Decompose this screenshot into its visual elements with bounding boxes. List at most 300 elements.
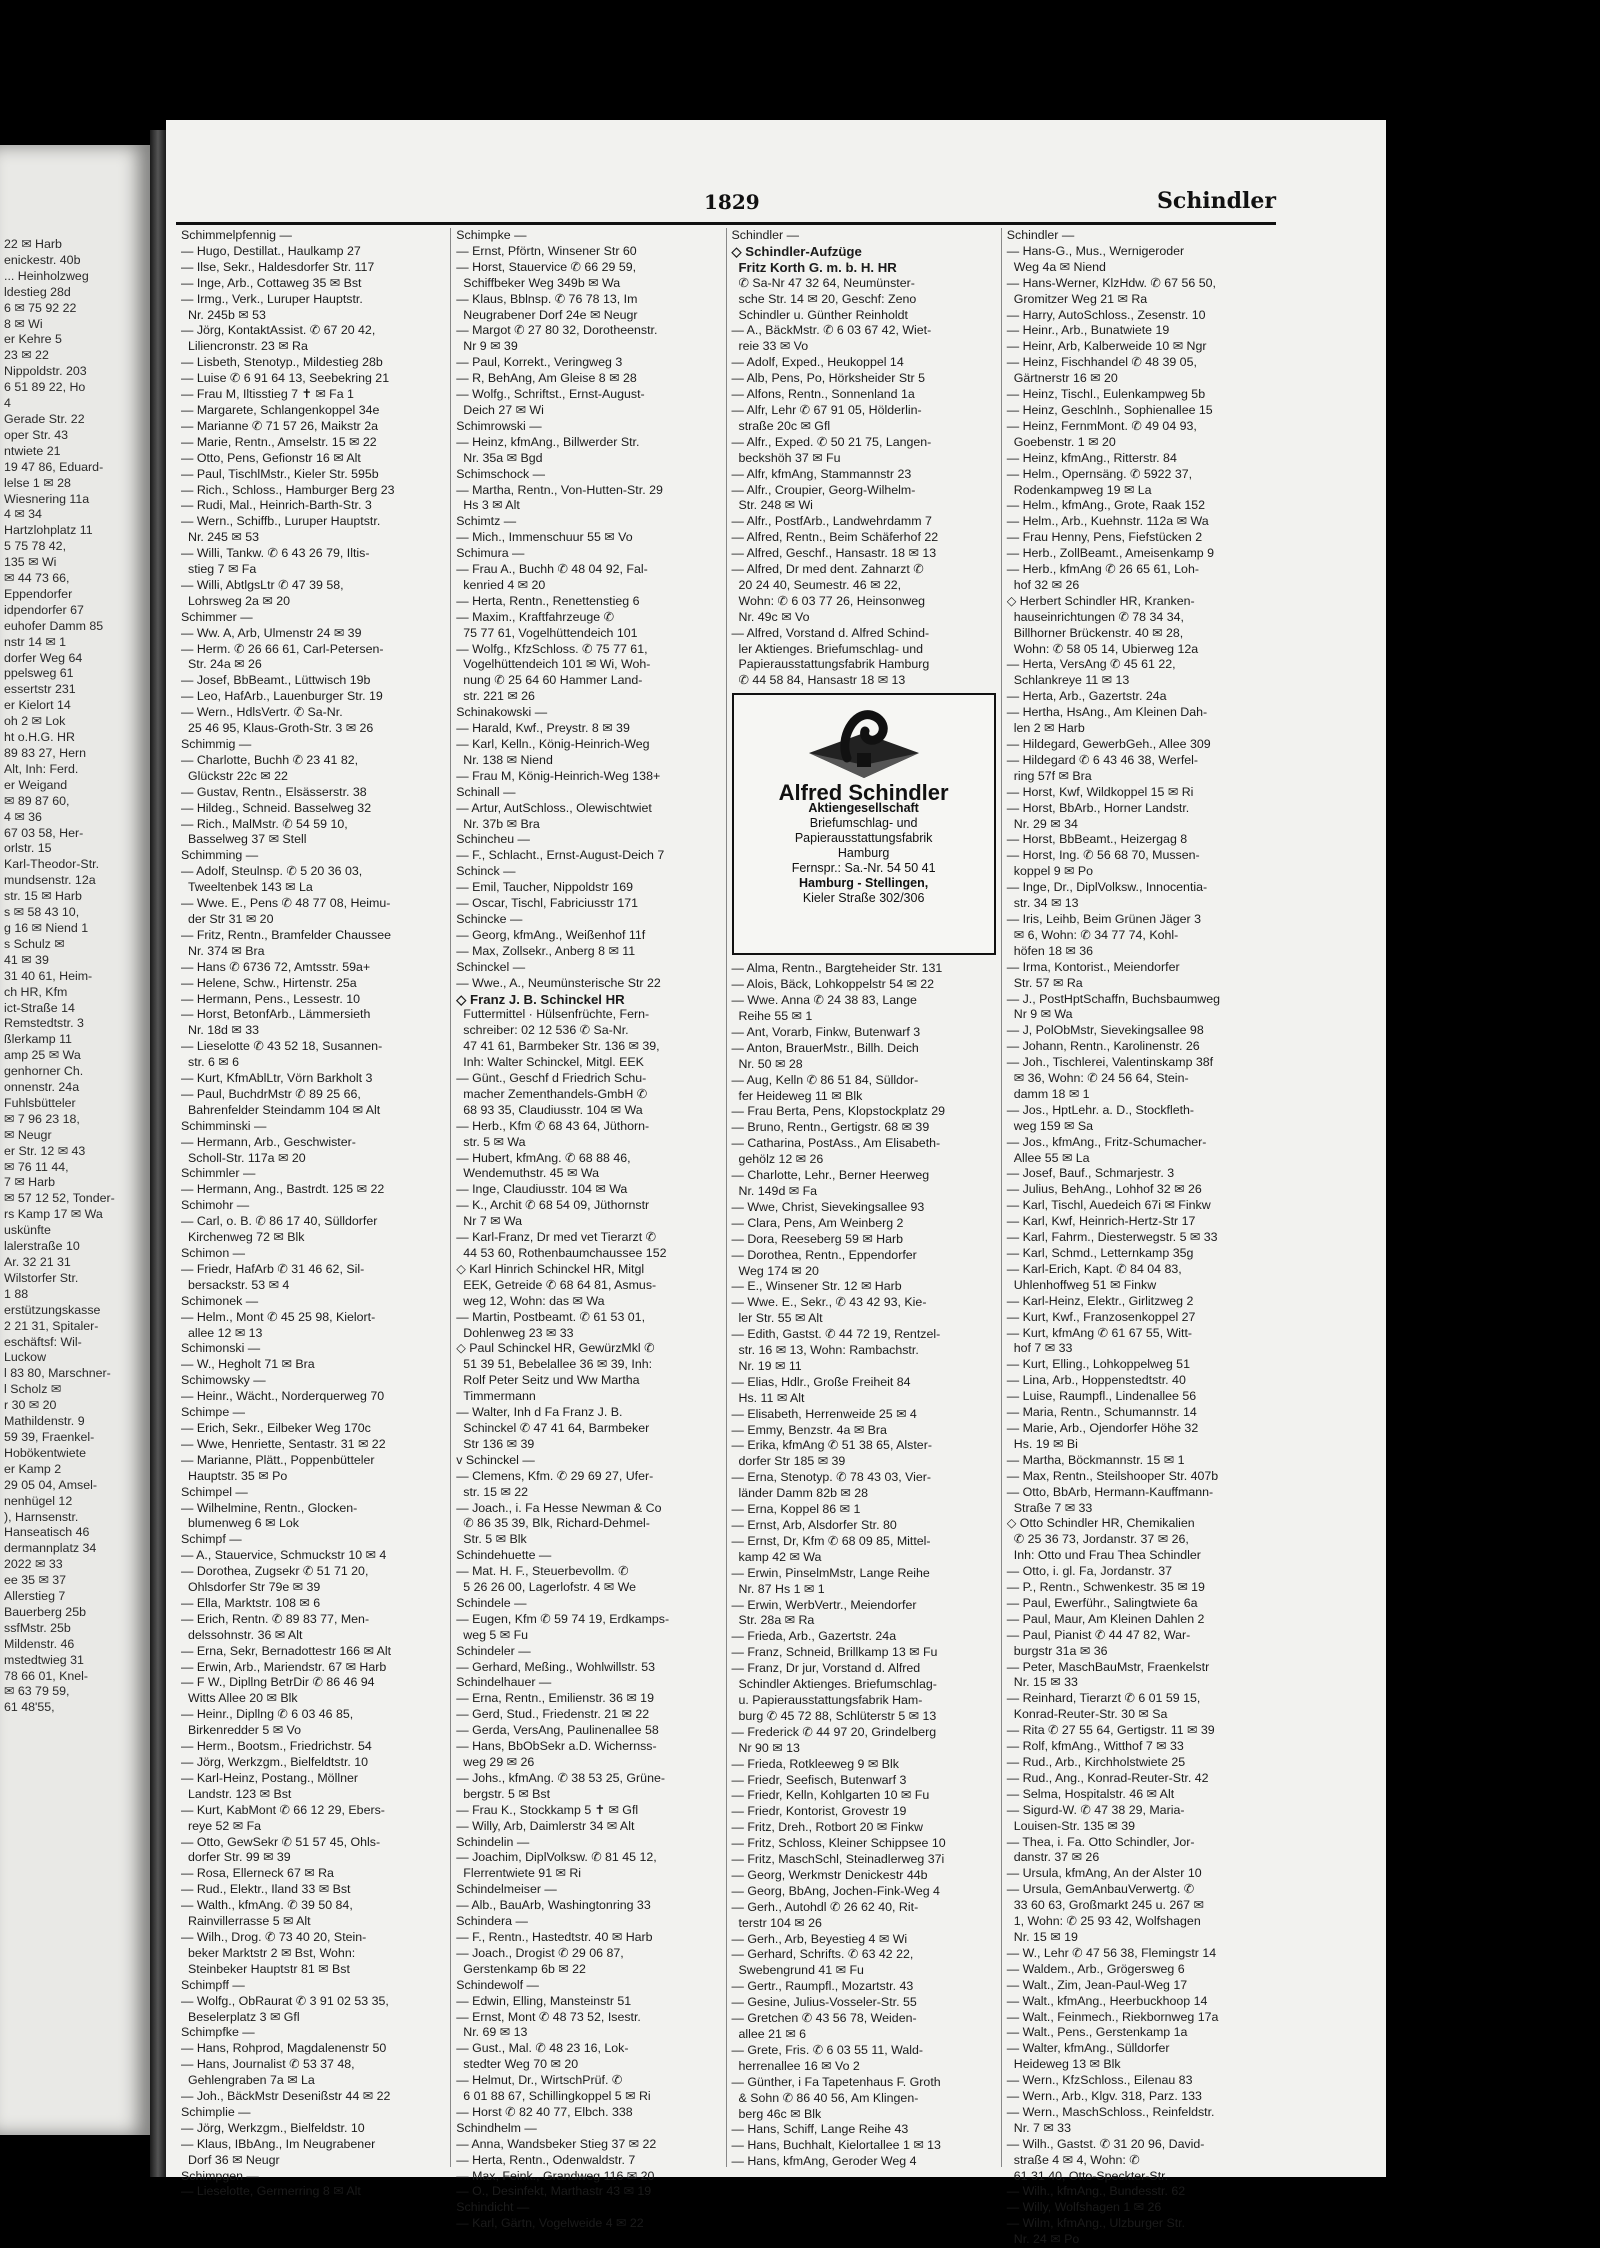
directory-entry-line: — Ursula, GemAnbauVerwertg. ✆: [1006, 1882, 1195, 1897]
directory-entry-line: — Adolf, Steulnsp. ✆ 5 20 36 03,: [181, 864, 363, 879]
directory-entry-line: Str. 24a ✉ 26: [188, 657, 262, 672]
directory-entry-line: koppel 9 ✉ Po: [1013, 864, 1094, 879]
directory-entry-line: — Kurt, Elling., Lohkoppelweg 51: [1006, 1357, 1190, 1372]
envelope-logo-icon: [799, 703, 929, 783]
directory-entry-line: — Alfred, Geschf., Hansastr. 18 ✉ 13: [731, 546, 937, 561]
left-fragment-line: 6 ✉ 75 92 22: [4, 300, 77, 315]
directory-entry-line: — Ernst, Pförtn, Winsener Str 60: [456, 243, 637, 258]
directory-entry-line: — Martin, Postbeamt. ✆ 61 53 01,: [456, 1309, 646, 1324]
directory-entry-line: — Wern., Arb., Klgv. 318, Parz. 133: [1006, 2089, 1202, 2104]
directory-entry-line: 44 53 60, Rothenbaumchaussee 152: [463, 1246, 667, 1260]
directory-entry-line: — Wwe., A., Neumünsterische Str 22: [456, 975, 661, 990]
directory-entry-line: hauseinrichtungen ✆ 78 34 34,: [1013, 609, 1184, 624]
directory-page: [166, 120, 1386, 2247]
directory-entry-line: — Max, Zollsekr., Anberg 8 ✉ 11: [456, 943, 636, 958]
directory-entry-line: herrenallee 16 ✉ Vo 2: [738, 2058, 860, 2073]
directory-entry-line: 47 41 61, Barmbeker Str. 136 ✉ 39,: [463, 1039, 660, 1054]
directory-entry-line: Schindicht —: [456, 2200, 530, 2215]
directory-entry-line: — R, BehAng, Am Gleise 8 ✉ 28: [456, 371, 637, 386]
directory-entry-line: — Gerh., Arb, Beyestieg 4 ✉ Wi: [731, 1931, 908, 1946]
directory-entry-line: 5 26 26 00, Lagerlofstr. 4 ✉ We: [463, 1580, 636, 1595]
directory-entry-line: Louisen-Str. 135 ✉ 39: [1013, 1818, 1136, 1833]
directory-entry-line: — Dorothea, Zugsekr ✆ 51 71 20,: [181, 1564, 369, 1579]
directory-entry-line: 51 39 51, Bebelallee 36 ✉ 39, Inh:: [463, 1357, 653, 1372]
directory-entry-line: — Gerhard, Meßing., Wohlwillstr. 53: [456, 1659, 656, 1674]
directory-entry-line: — J, PolObMstr, Sievekingsallee 98: [1006, 1023, 1204, 1038]
directory-entry-line: damm 18 ✉ 1: [1013, 1086, 1090, 1101]
directory-entry-line: ◇ Karl Hinrich Schinckel HR, Mitgl: [456, 1261, 645, 1276]
column-3: [727, 228, 1002, 2167]
directory-entry-line: — Hildegard ✆ 6 43 46 38, Werfel-: [1006, 752, 1199, 767]
directory-entry-line: höfen 18 ✉ 36: [1013, 943, 1094, 958]
directory-entry-line: Schincheu —: [456, 832, 530, 847]
directory-entry-line: länder Damm 82b ✉ 28: [738, 1486, 869, 1501]
left-fragment-line: lelse 1 ✉ 28: [4, 475, 71, 490]
directory-entry-line: Schimschock —: [456, 466, 546, 481]
directory-entry-line: Str. 5 ✉ Blk: [463, 1532, 527, 1547]
directory-entry-line: Landstr. 123 ✉ Bst: [188, 1786, 292, 1801]
directory-entry-line: — Frau Henny, Pens, Fiefstücken 2: [1006, 530, 1203, 545]
directory-entry-line: straße 4 ✉ 4, Wohn: ✆: [1013, 2152, 1140, 2167]
directory-entry-line: Birkenredder 5 ✉ Vo: [188, 1723, 302, 1738]
left-fragment-line: uskünfte: [4, 1223, 51, 1238]
directory-entry-line: — Hans, BbObSekr a.D. Wichernss-: [456, 1739, 657, 1754]
directory-entry-line: — Wwe. Anna ✆ 24 38 83, Lange: [731, 993, 917, 1008]
directory-entry-line: — Horst, BbArb., Horner Landstr.: [1006, 800, 1190, 815]
directory-entry-line: — Friedr, Kelln, Kohlgarten 10 ✉ Fu: [731, 1788, 930, 1803]
directory-entry-line: Str. 28a ✉ Ra: [738, 1613, 815, 1628]
left-fragment-line: Remstedtstr. 3: [4, 1016, 84, 1031]
directory-entry-line: Schimpfke —: [181, 2025, 255, 2040]
directory-entry-line: Schimpel —: [181, 1484, 248, 1499]
directory-entry-line: — Artur, AutSchloss., Olewischtwiet: [456, 800, 652, 815]
directory-entry-line: — Horst, BetonfArb., Lämmersieth: [181, 1007, 371, 1022]
directory-entry-line: — Wwe. E., Pens ✆ 48 77 08, Heimu-: [181, 896, 391, 911]
columns: [176, 228, 1276, 2247]
directory-entry-line: — Heinr., Dipllng ✆ 6 03 46 85,: [181, 1707, 354, 1722]
directory-entry-line: — Erna, Stenotyp. ✆ 78 43 03, Vier-: [731, 1470, 932, 1485]
directory-entry-line: Nr 90 ✉ 13: [738, 1740, 800, 1755]
directory-entry-line: 33 60 63, Großmarkt 245 u. 267 ✉: [1013, 1898, 1204, 1913]
left-fragment-line: 22 ✉ Harb: [4, 237, 62, 251]
directory-entry-line: Wohn: ✆ 58 05 14, Ubierweg 12a: [1013, 641, 1199, 656]
directory-entry-line: Nr. 149d ✉ Fa: [738, 1183, 818, 1198]
left-fragment-line: mstedtwieg 31: [4, 1652, 84, 1667]
directory-entry-line: — Karl, Kelln., König-Heinrich-Weg: [456, 737, 650, 751]
directory-entry-line: Schimohr —: [181, 1198, 250, 1213]
directory-entry-line: Straße 7 ✉ 33: [1013, 1500, 1093, 1515]
left-fragment-line: essertstr 231: [4, 682, 76, 697]
directory-entry-line: — Johs., kfmAng. ✆ 38 53 25, Grüne-: [456, 1770, 665, 1785]
left-fragment-line: Nippoldstr. 203: [4, 364, 87, 379]
directory-entry-line: Schimpke —: [456, 228, 527, 242]
directory-entry-line: — Marie, Arb., Ojendorfer Höhe 32: [1006, 1420, 1199, 1435]
directory-entry-line: & Sohn ✆ 86 40 56, Am Klingen-: [738, 2090, 919, 2105]
directory-entry-line: — Walt., Pens., Gerstenkamp 1a: [1006, 2025, 1188, 2040]
left-fragment-line: ... Heinholzweg: [4, 268, 89, 283]
directory-entry-line: — Günther, i Fa Tapetenhaus F. Groth: [731, 2074, 941, 2089]
left-fragment-line: 23 ✉ 22: [4, 348, 49, 363]
directory-entry-line: Schindelin —: [456, 1834, 530, 1849]
left-fragment-line: ✉ 44 73 66,: [4, 571, 70, 586]
directory-entry-line: — Walt., Zim, Jean-Paul-Weg 17: [1006, 1977, 1188, 1992]
directory-entry-line: hof 32 ✉ 26: [1013, 577, 1080, 592]
left-fragment-line: Bauerberg 25b: [4, 1604, 86, 1619]
directory-entry-line: — Clara, Pens, Am Weinberg 2: [731, 1215, 904, 1230]
directory-entry-line: Wohn: ✆ 6 03 77 26, Heinsonweg: [738, 593, 925, 608]
directory-entry-line: Uhlenhoffweg 51 ✉ Finkw: [1013, 1277, 1157, 1292]
directory-entry-line: Weg 4a ✉ Niend: [1013, 259, 1106, 274]
left-fragment-line: ✉ 57 12 52, Tonder-: [4, 1191, 115, 1206]
directory-entry-line: — Kurt, kfmAng ✆ 61 67 55, Witt-: [1006, 1325, 1193, 1340]
directory-entry-line: — Herta, VersAng ✆ 45 61 22,: [1006, 657, 1176, 672]
directory-entry-line: — Erich, Rentn. ✆ 89 83 77, Men-: [181, 1611, 370, 1626]
directory-entry-line: — Fritz, Dreh., Rotbort 20 ✉ Finkw: [731, 1820, 923, 1835]
directory-entry-line: Schinckel ✆ 47 41 64, Barmbeker: [463, 1420, 650, 1435]
directory-entry-line: hof 7 ✉ 33: [1013, 1341, 1073, 1356]
directory-entry-line: ◇ Paul Schinckel HR, GewürzMkl ✆: [456, 1341, 655, 1356]
directory-entry-line: dorfer Str 185 ✉ 39: [738, 1454, 846, 1469]
directory-entry-line: 68 93 35, Claudiusstr. 104 ✉ Wa: [463, 1102, 643, 1117]
directory-entry-line: — Fritz, MaschSchl, Steinadlerweg 37i: [731, 1852, 945, 1867]
directory-entry-line: Dohlenweg 23 ✉ 33: [463, 1325, 574, 1340]
directory-entry-line: Nr. 19 ✉ 11: [738, 1358, 802, 1373]
directory-entry-line: Steinbeker Hauptstr 81 ✉ Bst: [188, 1961, 350, 1976]
directory-entry-line: fer Heideweg 11 ✉ Blk: [738, 1088, 863, 1103]
directory-entry-line: — Wern., KfzSchloss., Eilenau 83: [1006, 2073, 1193, 2088]
directory-entry-line: — Alb., BauArb, Washingtonring 33: [456, 1898, 651, 1913]
directory-entry-line: Ohlsdorfer Str 79e ✉ 39: [188, 1580, 321, 1595]
directory-entry-line: — Herm., Bootsm., Friedrichstr. 54: [181, 1739, 372, 1754]
directory-entry-line: — Frieda, Rotkleeweg 9 ✉ Blk: [731, 1756, 899, 1771]
left-fragment-line: Alt, Inh: Ferd.: [4, 761, 79, 776]
directory-entry-line: Timmermann: [463, 1389, 536, 1404]
directory-entry-line: Vogelhüttendeich 101 ✉ Wi, Woh-: [463, 657, 651, 672]
directory-entry-line: — Helene, Schw., Hirtenstr. 25a: [181, 975, 357, 990]
directory-entry-line: — Hans, Buchhalt, Kielortallee 1 ✉ 13: [731, 2138, 941, 2153]
directory-entry-line: — Frau Berta, Pens, Klopstockplatz 29: [731, 1104, 945, 1119]
directory-entry-line: — Karl, Tischl, Auedeich 67i ✉ Finkw: [1006, 1198, 1211, 1213]
left-fragment-line: 67 03 58, Her-: [4, 825, 84, 840]
left-fragment-line: Gerade Str. 22: [4, 411, 85, 426]
directory-entry-line: Schimpff —: [181, 1977, 245, 1992]
left-fragment-line: amp 25 ✉ Wa: [4, 1048, 81, 1063]
directory-entry-line: — Alfred, Vorstand d. Alfred Schind-: [731, 625, 930, 640]
directory-entry-line: — Selma, Hospitalstr. 46 ✉ Alt: [1006, 1786, 1175, 1801]
left-fragment-line: ht o.H.G. HR: [4, 730, 75, 745]
directory-entry-line: Flerrentwiete 91 ✉ Ri: [463, 1866, 582, 1881]
left-fragment-line: 6 51 89 22, Ho: [4, 380, 86, 395]
left-fragment-line: 8 ✉ Wi: [4, 316, 43, 331]
directory-entry-line: reie 33 ✉ Vo: [738, 339, 809, 354]
directory-entry-line: — Johann, Rentn., Karolinenstr. 26: [1006, 1039, 1200, 1054]
directory-entry-line: Deich 27 ✉ Wi: [463, 402, 544, 417]
directory-entry-line: Billhorner Brückenstr. 40 ✉ 28,: [1013, 625, 1184, 640]
directory-entry-line: — Hans-Werner, KlzHdw. ✆ 67 56 50,: [1006, 275, 1216, 290]
directory-entry-line: — Karl-Heinz, Elektr., Girlitzweg 2: [1006, 1293, 1194, 1308]
directory-entry-line: — Irmg., Verk., Luruper Hauptstr.: [181, 291, 363, 306]
directory-entry-line: — Helm., Mont ✆ 45 25 98, Kielort-: [181, 1309, 376, 1324]
left-fragment-line: Eppendorfer: [4, 586, 73, 601]
directory-entry-line: bergstr. 5 ✉ Bst: [463, 1786, 551, 1801]
directory-entry-line: — Peter, MaschBauMstr, Fraenkelstr: [1006, 1659, 1210, 1674]
directory-entry-line: — Maxim., Kraftfahrzeuge ✆: [456, 609, 614, 624]
left-fragment-line: ssfMstr. 25b: [4, 1620, 71, 1635]
directory-entry-line: — F., Rentn., Hastedtstr. 40 ✉ Harb: [456, 1929, 653, 1944]
directory-entry-line: — F W., Dipllng BetrDir ✆ 86 46 94: [181, 1675, 375, 1690]
directory-entry-line: — Rolf, kfmAng., Witthof 7 ✉ 33: [1006, 1739, 1184, 1754]
directory-entry-line: kamp 42 ✉ Wa: [738, 1549, 822, 1564]
directory-entry-line: — Wilm, kfmAng., Ulzburger Str.: [1006, 2216, 1186, 2231]
directory-entry-line: str. 5 ✉ Wa: [463, 1134, 526, 1149]
directory-entry-line: Schimonski —: [181, 1341, 261, 1356]
directory-entry-line: kenried 4 ✉ 20: [463, 577, 546, 592]
directory-entry-line: — Marie, Rentn., Amselstr. 15 ✉ 22: [181, 434, 377, 449]
directory-entry-line: stedter Weg 70 ✉ 20: [463, 2057, 579, 2072]
directory-entry-line: Schimminski —: [181, 1118, 267, 1133]
directory-entry-line: — Hugo, Destillat., Haulkamp 27: [181, 243, 361, 258]
directory-entry-line: — Heinz, Tischl., Eulenkampweg 5b: [1006, 387, 1206, 402]
directory-entry-line: — Hermann, Ang., Bastrdt. 125 ✉ 22: [181, 1182, 385, 1197]
left-fragment-line: eschäftsf: Wil-: [4, 1334, 82, 1349]
directory-entry-line: Schindler —: [1006, 228, 1075, 242]
directory-entry-line: — Lieselotte ✆ 43 52 18, Susannen-: [181, 1039, 383, 1054]
left-fragment-line: dorfer Weg 64: [4, 650, 83, 665]
directory-entry-line: — Horst, Ing. ✆ 56 68 70, Mussen-: [1006, 848, 1200, 863]
left-fragment-line: 1 88: [4, 1286, 29, 1301]
directory-entry-line: — Joh., BäckMstr Desenißstr 44 ✉ 22: [181, 2089, 391, 2104]
directory-entry-line: — Hertha, HsAng., Am Kleinen Dah-: [1006, 705, 1208, 720]
directory-entry-line: — Rud., Arb., Kirchholstwiete 25: [1006, 1755, 1186, 1769]
running-head: Schindler: [1157, 188, 1276, 214]
directory-entry-line: Neugrabener Dorf 24e ✉ Neugr: [463, 307, 638, 322]
directory-entry-line: — Heinz, Fischhandel ✆ 48 39 05,: [1006, 355, 1197, 370]
directory-entry-line: str. 221 ✉ 26: [463, 689, 535, 704]
left-fragment-line: lalerstraße 10: [4, 1239, 80, 1254]
directory-entry-line: — Inge, Arb., Cottaweg 35 ✉ Bst: [181, 275, 362, 290]
directory-entry-line: berg 46c ✉ Blk: [738, 2106, 822, 2121]
directory-entry-line: — Georg, Werkmstr Denickestr 44b: [731, 1867, 928, 1882]
directory-entry-line: Reihe 55 ✉ 1: [738, 1009, 813, 1023]
directory-entry-line: — Georg, BbAng, Jochen-Fink-Weg 4: [731, 1883, 940, 1898]
advertisement-alfred-schindler: [732, 693, 996, 955]
directory-entry-line: — Rud., Elektr., Iland 33 ✉ Bst: [181, 1882, 351, 1897]
directory-entry-line: Schimming —: [181, 848, 259, 863]
directory-entry-line: — Gertr., Raumpfl., Mozartstr. 43: [731, 1979, 914, 1994]
ad-line: Kieler Straße 302/306: [802, 891, 925, 906]
directory-entry-line: — Max, Rentn., Steilshooper Str. 407b: [1006, 1468, 1219, 1483]
directory-entry-line: — Kurt, Kwf., Franzosenkoppel 27: [1006, 1309, 1196, 1324]
directory-entry-line: — Irma, Kontorist., Meiendorfer: [1006, 959, 1180, 974]
directory-entry-line: EEK, Getreide ✆ 68 64 81, Asmus-: [463, 1277, 657, 1292]
directory-entry-line: delssohnstr. 36 ✉ Alt: [188, 1627, 303, 1642]
directory-entry-line: Schindewolf —: [456, 1977, 539, 1992]
directory-entry-line: Schiffbeker Weg 349b ✉ Wa: [463, 275, 621, 290]
left-fragment-line: Luckow: [4, 1350, 47, 1365]
left-fragment-line: s ✉ 58 43 10,: [4, 905, 80, 920]
directory-entry-line: Swebengrund 41 ✉ Fu: [738, 1963, 864, 1978]
directory-entry-line: Glückstr 22c ✉ 22: [188, 768, 288, 783]
directory-entry-line: — Herm. ✆ 26 66 61, Carl-Petersen-: [181, 641, 384, 656]
directory-entry-line: beker Marktstr 2 ✉ Bst, Wohn:: [188, 1945, 356, 1960]
directory-entry-line: — Erna, Rentn., Emilienstr. 36 ✉ 19: [456, 1691, 654, 1706]
directory-entry-line: ◇ Otto Schindler HR, Chemikalien: [1006, 1516, 1195, 1531]
directory-entry-line: — Rita ✆ 27 55 64, Gertigstr. 11 ✉ 39: [1006, 1723, 1215, 1738]
directory-entry-line: — Helmut, Dr., WirtschPrüf. ✆: [456, 2073, 623, 2088]
directory-entry-line: — Walt., Feinmech., Riekbornweg 17a: [1006, 2009, 1219, 2024]
directory-entry-line: — Ant, Vorarb, Finkw, Butenwarf 3: [731, 1024, 921, 1039]
directory-entry-line: — Anton, BrauerMstr., Billh. Deich: [731, 1040, 919, 1055]
directory-entry-line: — Heinz, FernmMont. ✆ 49 04 93,: [1006, 418, 1197, 433]
directory-entry-line: — Hans, kfmAng, Geroder Weg 4: [731, 2154, 917, 2169]
directory-entry-line: Futtermittel · Hülsenfrüchte, Fern-: [463, 1007, 650, 1022]
directory-entry-line: Nr. 29 ✉ 34: [1013, 816, 1078, 831]
left-fragment-line: Ar. 32 21 31: [4, 1255, 71, 1269]
left-fragment-line: euhofer Damm 85: [4, 618, 104, 633]
directory-entry-line: — Marianne, Plätt., Poppenbütteler: [181, 1452, 375, 1467]
directory-entry-line: — Hildegard, GewerbGeh., Allee 309: [1006, 737, 1211, 751]
directory-entry-line: Nr 9 ✉ 39: [463, 339, 518, 354]
directory-entry-line: — Gustav, Rentn., Elsässerstr. 38: [181, 784, 367, 799]
directory-entry-line: — Charlotte, Lehr., Berner Heerweg: [731, 1168, 930, 1183]
ad-line: Hamburg - Stellingen,: [799, 876, 929, 891]
directory-entry-line: ler Aktienges. Briefumschlag- und: [738, 641, 924, 656]
directory-entry-line: — Otto, i. gl. Fa, Jordanstr. 37: [1006, 1564, 1173, 1579]
directory-entry-line: — Adolf, Exped., Heukoppel 14: [731, 355, 904, 370]
directory-entry-line: — Alfr., PostfArb., Landwehrdamm 7: [731, 514, 932, 529]
directory-entry-line: Schimpf —: [181, 1532, 242, 1547]
directory-entry-line: Schindhelm —: [456, 2120, 537, 2135]
ad-line: Hamburg: [837, 846, 890, 861]
directory-entry-line: der Str 31 ✉ 20: [188, 911, 274, 926]
directory-entry-line: Scholl-Str. 117a ✉ 20: [188, 1150, 306, 1165]
directory-entry-line: beckshöh 37 ✉ Fu: [738, 450, 841, 465]
directory-entry-line: — Mich., Immenschuur 55 ✉ Vo: [456, 530, 633, 545]
directory-entry-line: Nr. 245b ✉ 53: [188, 307, 266, 322]
directory-entry-line: — Erna, Sekr, Bernadottestr 166 ✉ Alt: [181, 1643, 392, 1658]
directory-entry-line: — Emmy, Benzstr. 4a ✉ Bra: [731, 1422, 887, 1437]
directory-entry-line: ring 57f ✉ Bra: [1013, 768, 1092, 783]
directory-entry-line: Dorf 36 ✉ Neugr: [188, 2152, 280, 2167]
directory-entry-line: — Charlotte, Buchh ✆ 23 41 82,: [181, 752, 359, 767]
left-fragment-line: 4 ✉ 36: [4, 809, 42, 824]
directory-entry-line: — Erwin, PinselmMstr, Lange Reihe: [731, 1565, 930, 1580]
directory-entry-line: bersackstr. 53 ✉ 4: [188, 1277, 290, 1292]
directory-entry-line: — Gerda, VersAng, Paulinenallee 58: [456, 1723, 659, 1738]
directory-entry-line: ✆ 44 58 84, Hansastr 18 ✉ 13: [738, 673, 906, 688]
directory-entry-line: Schimtz —: [456, 514, 517, 529]
directory-entry-line: 1, Wohn: ✆ 25 93 42, Wolfshagen: [1013, 1914, 1201, 1929]
directory-entry-line: — Inge, Claudiusstr. 104 ✉ Wa: [456, 1182, 628, 1197]
left-fragment-line: Fuhlsbütteler: [4, 1095, 76, 1110]
directory-entry-line: — Herta, Arb., Gazertstr. 24a: [1006, 689, 1167, 704]
directory-entry-line: — Wern., MaschSchloss., Reinfeldstr.: [1006, 2104, 1215, 2119]
directory-entry-line: — Sigurd-W. ✆ 47 38 29, Maria-: [1006, 1802, 1185, 1817]
directory-entry-line: blumenweg 6 ✉ Lok: [188, 1516, 299, 1531]
directory-entry-line: — Gesine, Julius-Vosseler-Str. 55: [731, 1995, 917, 2010]
directory-entry-line: — Dora, Reeseberg 59 ✉ Harb: [731, 1231, 904, 1246]
left-fragment-line: genhorner Ch.: [4, 1064, 84, 1079]
directory-entry-line: — Eugen, Kfm ✆ 59 74 19, Erdkamps-: [456, 1611, 670, 1626]
directory-entry-line: ✆ 25 36 73, Jordanstr. 37 ✉ 26,: [1013, 1532, 1189, 1547]
directory-entry-line: — Edith, Gastst. ✆ 44 72 19, Rentzel-: [731, 1327, 941, 1342]
directory-entry-line: Heideweg 13 ✉ Blk: [1013, 2057, 1121, 2072]
left-page-text: [0, 145, 150, 1716]
directory-entry-line: — Ursula, kfmAng, An der Alster 10: [1006, 1866, 1202, 1881]
left-fragment-line: Allerstieg 7: [4, 1589, 66, 1604]
directory-entry-line: — Elias, Hdlr., Große Freiheit 84: [731, 1374, 911, 1389]
left-fragment-line: Mathildenstr. 9: [4, 1414, 85, 1429]
directory-entry-line: — Alfr., Croupier, Georg-Wilhelm-: [731, 482, 916, 497]
left-fragment-line: r 30 ✉ 20: [4, 1398, 57, 1413]
directory-entry-line: — Alfr, Lehr ✆ 67 91 05, Hölderlin-: [731, 402, 922, 417]
directory-entry-line: Schindler Aktienges. Briefumschlag-: [738, 1677, 937, 1692]
directory-entry-line: — Luise ✆ 6 91 64 13, Seebekring 21: [181, 371, 390, 386]
directory-entry-line: — Heinz, Geschlnh., Sophienallee 15: [1006, 402, 1213, 417]
directory-entry-line: — Bruno, Rentn., Gertigstr. 68 ✉ 39: [731, 1120, 930, 1135]
directory-entry-line: — Karl, Gärtn, Vogelweide 4 ✉ 22: [456, 2216, 644, 2231]
directory-entry-line: — Willy, Wolfshagen 1 ✉ 26: [1006, 2200, 1162, 2215]
left-fragment-line: erstützungskasse: [4, 1302, 101, 1317]
directory-entry-line: — Mat. H. F., Steuerbevollm. ✆: [456, 1564, 629, 1579]
directory-entry-line: Schimplie —: [181, 2104, 251, 2119]
left-fragment-line: ntwiete 21: [4, 443, 61, 458]
left-fragment-line: er Kamp 2: [4, 1461, 62, 1476]
left-fragment-line: ✉ 7 96 23 18,: [4, 1111, 80, 1126]
directory-entry-line: reye 52 ✉ Fa: [188, 1818, 262, 1833]
ad-line: Papierausstattungsfabrik: [794, 831, 933, 846]
directory-entry-line: Nr. 138 ✉ Niend: [463, 752, 553, 767]
left-fragment-line: 78 66 01, Knel-: [4, 1668, 89, 1683]
directory-entry-line: Nr. 374 ✉ Bra: [188, 943, 265, 958]
directory-entry-line: sche Str. 14 ✉ 20, Geschf: Zeno: [738, 291, 917, 306]
book-gutter: [150, 130, 166, 2177]
directory-entry-line: — Erwin, Arb., Mariendstr. 67 ✉ Harb: [181, 1659, 387, 1674]
directory-entry-line: Hs 3 ✉ Alt: [463, 498, 520, 513]
directory-entry-line: — Lieselotte, Germerring 8 ✉ Alt: [181, 2184, 361, 2199]
directory-entry-line: — Heinr, Arb, Kalberweide 10 ✉ Ngr: [1006, 339, 1207, 354]
directory-entry-line: Schinall —: [456, 784, 516, 799]
directory-entry-line: — Karl-Erich, Kapt. ✆ 84 04 83,: [1006, 1261, 1182, 1276]
directory-entry-line: — Wwe, Henriette, Sentastr. 31 ✉ 22: [181, 1436, 386, 1451]
directory-entry-line: Nr. 37b ✉ Bra: [463, 816, 540, 831]
directory-entry-line: — Hans, Rohprod, Magdalenenstr 50: [181, 2041, 387, 2056]
directory-entry-line: Schindehuette —: [456, 1548, 552, 1563]
directory-entry-line: — Joh., Tischlerei, Valentinskamp 38f: [1006, 1055, 1214, 1070]
directory-entry-line: Konrad-Reuter-Str. 30 ✉ Sa: [1013, 1707, 1168, 1722]
directory-entry-line: — Gust., Mal. ✆ 48 23 16, Lok-: [456, 2041, 629, 2056]
directory-entry-line: ✉ 36, Wohn: ✆ 24 56 64, Stein-: [1013, 1071, 1189, 1086]
directory-entry-line: Nr. 245 ✉ 53: [188, 530, 259, 545]
directory-entry-line: — Karl, Kwf, Heinrich-Hertz-Str 17: [1006, 1214, 1196, 1229]
directory-entry-line: — Wilh., Drog. ✆ 73 40 20, Stein-: [181, 1929, 367, 1944]
directory-entry-line: str. 16 ✉ 13, Wohn: Rambachstr.: [738, 1343, 919, 1358]
left-fragment-line: l Scholz ✉: [4, 1382, 62, 1397]
directory-entry-line: — Martha, Rentn., Von-Hutten-Str. 29: [456, 482, 663, 497]
directory-entry-line: Schimonek —: [181, 1293, 259, 1308]
directory-entry-line: — J., PostHptSchaffn, Buchsbaumweg: [1006, 991, 1221, 1006]
directory-entry-line: — Jos., HptLehr. a. D., Stockfleth-: [1006, 1102, 1195, 1117]
left-fragment-line: s Schulz ✉: [4, 936, 65, 951]
directory-entry-line: str. 6 ✉ 6: [188, 1055, 240, 1070]
directory-entry-line: Hs. 11 ✉ Alt: [738, 1390, 805, 1405]
page-number: 1829: [704, 190, 760, 214]
directory-entry-line: — Hans, Schiff, Lange Reihe 43: [731, 2122, 909, 2137]
directory-entry-line: — Paul, Pianist ✆ 44 47 82, War-: [1006, 1627, 1191, 1642]
directory-entry-line: — Franz, Dr jur, Vorstand d. Alfred: [731, 1661, 921, 1676]
directory-entry-line: — Friedr, Kontorist, Grovestr 19: [731, 1804, 907, 1819]
left-fragment-line: ✉ Neugr: [4, 1127, 52, 1142]
